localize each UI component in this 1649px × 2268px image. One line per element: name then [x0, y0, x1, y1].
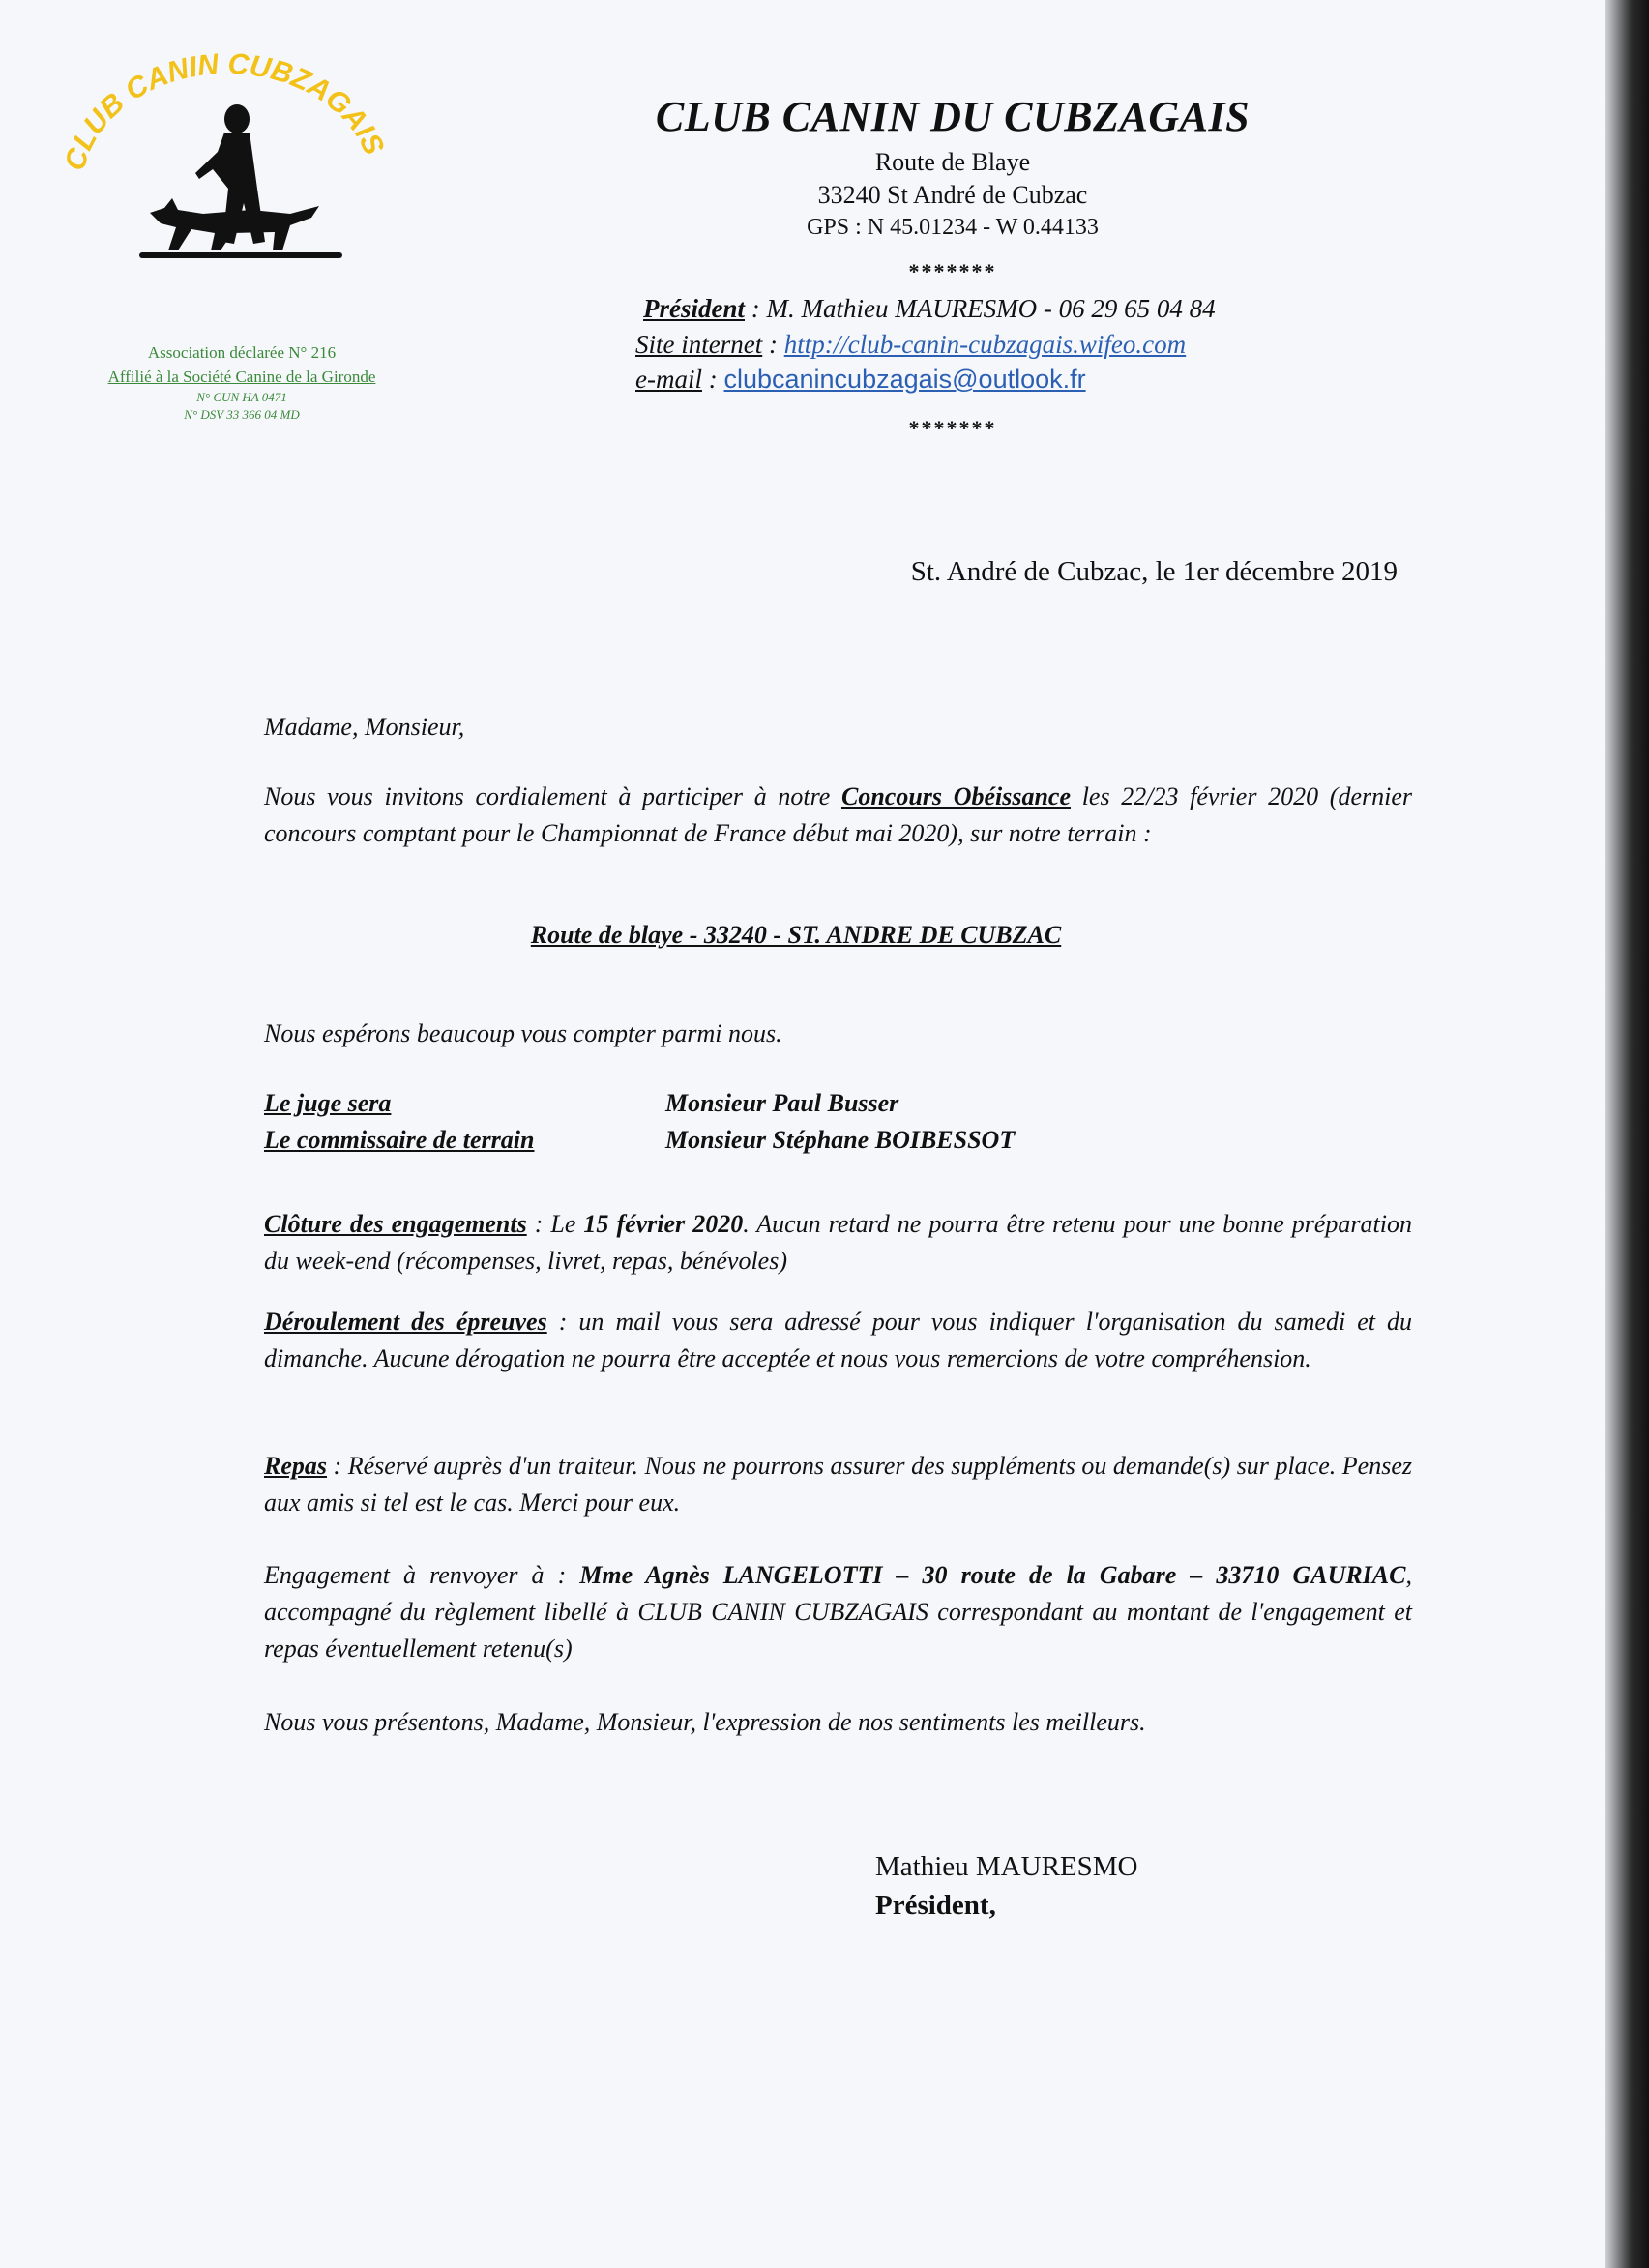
letter-date: St. André de Cubzac, le 1er décembre 2019	[910, 556, 1398, 587]
address-line-1: Route de Blaye	[874, 148, 1031, 176]
assoc-affiliation: Affilié à la Société Canine de la Gironde	[107, 368, 376, 386]
website-line	[635, 327, 1186, 362]
judge-label: Le juge sera	[264, 1089, 392, 1117]
entry-paragraph	[264, 1557, 1412, 1667]
assoc-declaration: Association déclarée N° 216	[147, 343, 337, 362]
gps-coordinates: GPS : N 45.01234 - W 0.44133	[807, 215, 1099, 240]
meal-paragraph	[264, 1448, 1412, 1521]
closing-entries-label: Clôture des engagements	[264, 1210, 527, 1238]
event-progress-paragraph	[264, 1304, 1412, 1377]
email-link[interactable]: clubcanincubzagais@outlook.fr	[723, 365, 1086, 394]
invitation-details: les 22/23 février 2020 (dernier concours comptant pour le Championnat de France début mai 2020), sur notre terrain :	[264, 782, 1412, 847]
invitation-intro: Nous vous invitons cordialement à participer à notre	[264, 782, 841, 810]
closing-entries-text: . Aucun retard ne pourra être retenu pour une bonne préparation du week-end (récompenses, livret, repas, bénévoles)	[264, 1210, 1412, 1275]
meal-label: Repas	[264, 1452, 327, 1480]
website-separator: :	[762, 330, 784, 359]
email-label: e-mail	[635, 365, 702, 394]
svg-text:CLUB CANIN CUBZAGAIS: CLUB CANIN CUBZAGAIS	[59, 47, 391, 175]
president-label: Président	[643, 294, 745, 323]
closing-entries-date: 15 février 2020	[583, 1210, 744, 1238]
separator-stars-bottom: *******	[908, 416, 997, 440]
entry-intro: Engagement à renvoyer à :	[264, 1561, 580, 1589]
entry-details: , accompagné du règlement libellé à CLUB CANIN CUBZAGAIS correspondant au montant de l'engagement et repas éventuellement retenu(s)	[264, 1561, 1412, 1663]
separator-stars-top: *******	[908, 259, 997, 283]
meal-text: : Réservé auprès d'un traiteur. Nous ne pourrons assurer des suppléments ou demande(s) sur place. Pensez aux amis si tel est le cas. Merci pour eux.	[264, 1452, 1412, 1517]
commissioner-label: Le commissaire de terrain	[264, 1126, 535, 1154]
signature-block	[875, 1847, 1137, 1925]
club-name-heading: CLUB CANIN DU CUBZAGAIS	[655, 93, 1251, 140]
assoc-dsv-number: N° DSV 33 366 04 MD	[184, 407, 300, 422]
closing-entries-separator: : Le	[526, 1210, 584, 1238]
invitation-paragraph	[264, 779, 1412, 852]
venue-line	[264, 917, 1328, 954]
judge-name: Monsieur Paul Busser	[665, 1089, 899, 1117]
website-link[interactable]: http://club-canin-cubzagais.wifeo.com	[783, 330, 1187, 359]
email-line	[635, 362, 1086, 397]
club-logo	[58, 44, 416, 324]
signer-title: Président,	[875, 1890, 996, 1921]
closing-formula: Nous vous présentons, Madame, Monsieur, l'expression de nos sentiments les meilleurs.	[264, 1708, 1146, 1736]
website-label: Site internet	[635, 330, 763, 359]
scan-edge	[1605, 0, 1649, 2268]
entry-address: Mme Agnès LANGELOTTI – 30 route de la Gabare – 33710 GAURIAC	[579, 1561, 1406, 1589]
commissioner-name: Monsieur Stéphane BOIBESSOT	[665, 1126, 1016, 1154]
president-value: : M. Mathieu MAURESMO - 06 29 65 04 84	[745, 294, 1216, 323]
event-progress-text: : un mail vous sera adressé pour vous indiquer l'organisation du samedi et du dimanche. Aucune dérogation ne pourra être acceptée et nous vous remercions de votre compréhension.	[264, 1308, 1412, 1372]
salutation: Madame, Monsieur,	[264, 713, 465, 741]
assoc-cun-number: N° CUN HA 0471	[196, 390, 287, 404]
closing-entries-paragraph	[264, 1206, 1412, 1280]
event-name: Concours Obéissance	[840, 782, 1072, 810]
address-line-2: 33240 St André de Cubzac	[817, 181, 1088, 209]
president-line	[643, 291, 1216, 326]
venue-address: Route de blaye - 33240 - ST. ANDRE DE CUBZAC	[530, 921, 1062, 949]
signer-name: Mathieu MAURESMO	[875, 1851, 1138, 1882]
hope-line: Nous espérons beaucoup vous compter parmi nous.	[264, 1019, 782, 1047]
event-progress-label: Déroulement des épreuves	[264, 1308, 547, 1336]
email-separator: :	[701, 365, 724, 394]
